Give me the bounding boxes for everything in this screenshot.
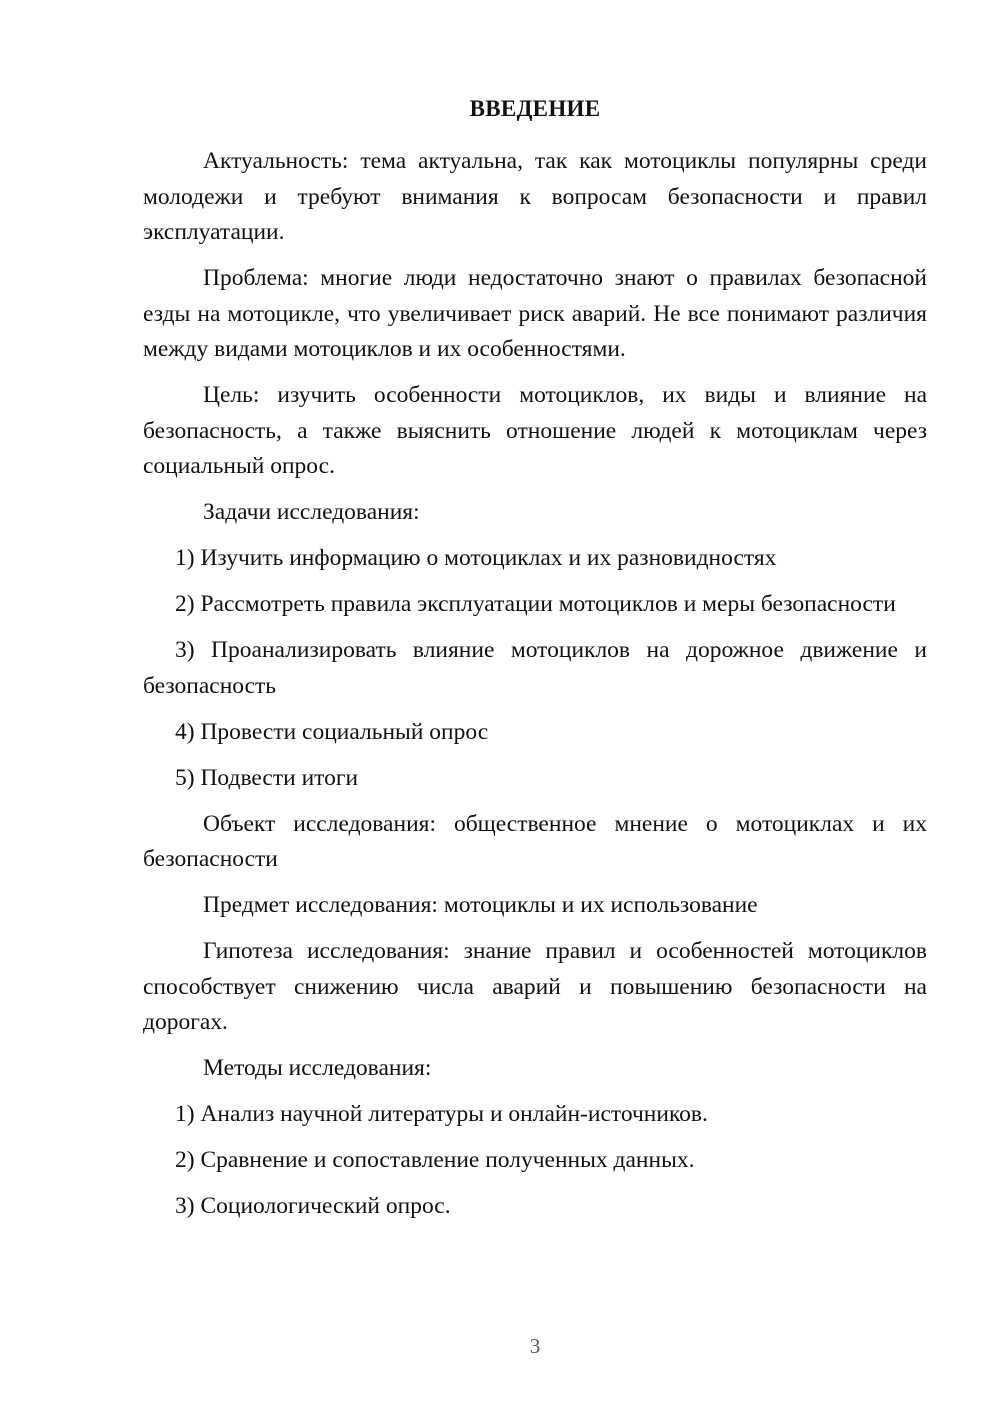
subject-paragraph: Предмет исследования: мотоциклы и их использование — [203, 892, 758, 918]
problem-paragraph: Проблема: многие люди недостаточно знают о правилах безопасной езды на мотоцикле, что увеличивает риск аварий. Не все понимают различия между видами мотоциклов и их особенностями. — [143, 265, 927, 362]
task-item: 5) Подвести итоги — [175, 764, 359, 791]
methods-heading: Методы исследования: — [203, 1055, 432, 1081]
method-item: 1) Анализ научной литературы и онлайн-источников. — [175, 1101, 708, 1127]
task-item: 1) Изучить информацию о мотоциклах и их разновидностях — [175, 545, 777, 571]
task-item: 2) Рассмотреть правила эксплуатации мотоциклов и меры безопасности — [175, 591, 896, 617]
task-item: 4) Провести социальный опрос — [175, 718, 489, 745]
object-paragraph: Объект исследования: общественное мнение о мотоциклах и их безопасности — [143, 810, 927, 872]
relevance-paragraph: Актуальность: тема актуальна, так как мотоциклы популярны среди молодежи и требуют внимания к вопросам безопасности и правил эксплуатации. — [143, 148, 927, 245]
goal-paragraph: Цель: изучить особенности мотоциклов, их виды и влияние на безопасность, а также выяснить отношение людей к мотоциклам через социальный опрос. — [143, 382, 927, 479]
document-body — [143, 144, 927, 1235]
method-item: 3) Социологический опрос. — [175, 1193, 451, 1219]
tasks-heading: Задачи исследования: — [203, 499, 420, 525]
hypothesis-paragraph: Гипотеза исследования: знание правил и особенностей мотоциклов способствует снижению числа аварий и повышению безопасности на дорогах. — [143, 938, 927, 1035]
method-item: 2) Сравнение и сопоставление полученных данных. — [175, 1147, 695, 1173]
section-title: ВВЕДЕНИЕ — [469, 96, 601, 121]
task-item: 3) Проанализировать влияние мотоциклов на дорожное движение и безопасность — [143, 637, 927, 699]
page-number: 3 — [529, 1334, 541, 1358]
